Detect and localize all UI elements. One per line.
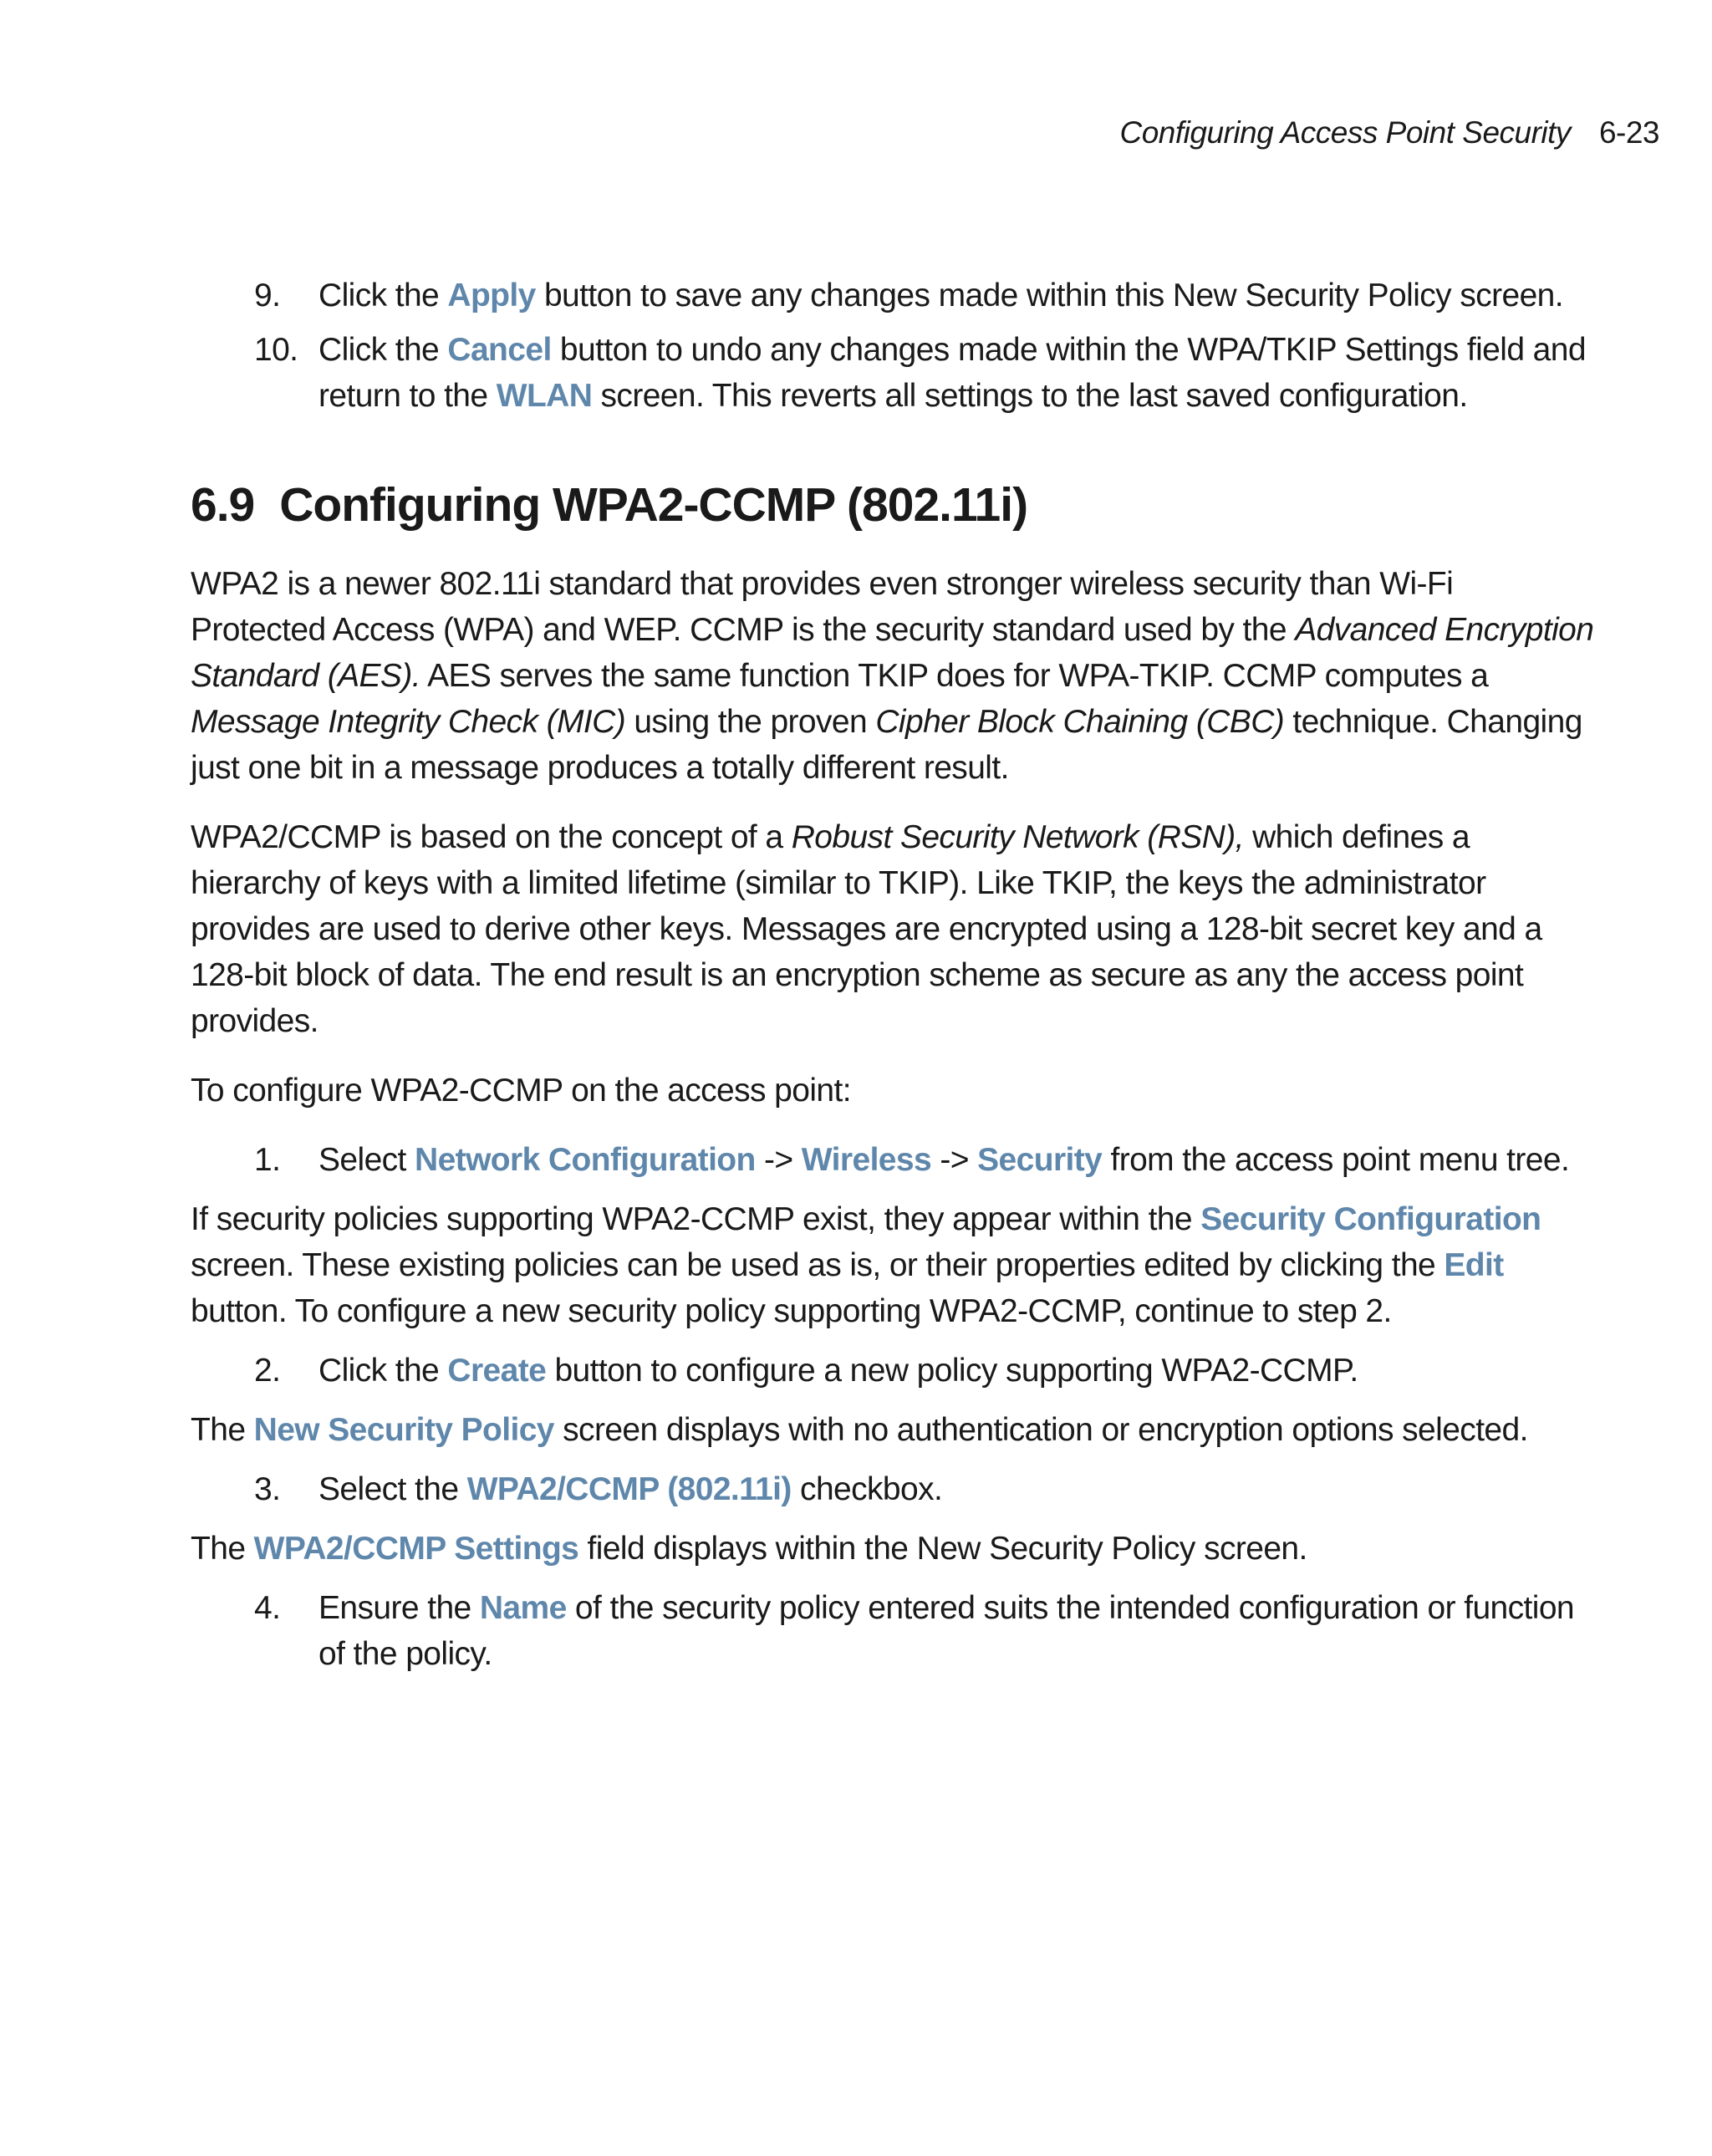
step-3-detail: The WPA2/CCMP Settings field displays within the New Security Policy screen. bbox=[191, 1531, 1307, 1567]
paragraph-wpa2-intro: WPA2 is a newer 802.11i standard that provides even stronger wireless security than Wi-Fi Protected Access (WPA) and WEP. CCMP is the security standard used by the Advanced Encryption Standard (AES). AES serves the same function TKIP does for WPA-TKIP. CCMP computes a Message Integrity Check (MIC) using the proven Cipher Block Chaining (CBC) technique. Changing just one bit in a message produces a totally different result. bbox=[191, 566, 1594, 786]
step-text: Click the Apply button to save any changes made within this New Security Policy screen. bbox=[318, 278, 1564, 313]
step-1 bbox=[254, 1137, 1595, 1183]
step-4 bbox=[254, 1585, 1595, 1677]
network-configuration-ui-ref: Network Configuration bbox=[415, 1142, 756, 1178]
step-number: 4. bbox=[254, 1590, 281, 1626]
edit-ui-ref: Edit bbox=[1444, 1247, 1504, 1283]
wireless-ui-ref: Wireless bbox=[801, 1142, 932, 1178]
new-security-policy-ui-ref: New Security Policy bbox=[253, 1412, 554, 1448]
page-content bbox=[191, 273, 1595, 1677]
step-9 bbox=[254, 273, 1595, 319]
step-text: Click the Cancel button to undo any changes made within the WPA/TKIP Settings field and return to the WLAN screen. This reverts all settings to the last saved configuration. bbox=[318, 332, 1586, 414]
section-heading bbox=[191, 476, 1595, 534]
procedure-intro: To configure WPA2-CCMP on the access point: bbox=[191, 1073, 851, 1109]
apply-ui-ref: Apply bbox=[447, 278, 536, 313]
step-10 bbox=[254, 327, 1595, 419]
cancel-ui-ref: Cancel bbox=[447, 332, 552, 368]
wpa2-ccmp-settings-ui-ref: WPA2/CCMP Settings bbox=[253, 1531, 579, 1567]
section-number: 6.9 bbox=[191, 478, 255, 532]
step-text: Ensure the Name of the security policy entered suits the intended configuration or function of the policy. bbox=[318, 1590, 1575, 1672]
wpa2-ccmp-checkbox-ui-ref: WPA2/CCMP (802.11i) bbox=[466, 1471, 792, 1507]
security-ui-ref: Security bbox=[977, 1142, 1103, 1178]
step-2-detail: The New Security Policy screen displays with no authentication or encryption options selected. bbox=[191, 1412, 1528, 1448]
page-header bbox=[1119, 115, 1659, 150]
name-ui-ref: Name bbox=[479, 1590, 567, 1626]
step-number: 2. bbox=[254, 1353, 281, 1389]
page-number: 6-23 bbox=[1598, 115, 1659, 150]
step-3 bbox=[254, 1466, 1595, 1512]
step-1-detail: If security policies supporting WPA2-CCMP exist, they appear within the Security Configuration screen. These existing policies can be used as is, or their properties edited by clicking the Edit button. To configure a new security policy supporting WPA2-CCMP, continue to step 2. bbox=[191, 1201, 1541, 1329]
paragraph-rsn: WPA2/CCMP is based on the concept of a Robust Security Network (RSN), which defines a hierarchy of keys with a limited lifetime (similar to TKIP). Like TKIP, the keys the administrator provides are used to derive other keys. Messages are encrypted using a 128-bit secret key and a 128-bit block of data. The end result is an encryption scheme as secure as any the access point provides. bbox=[191, 819, 1542, 1039]
step-number: 1. bbox=[254, 1142, 281, 1178]
create-ui-ref: Create bbox=[447, 1353, 547, 1389]
step-number: 3. bbox=[254, 1471, 281, 1507]
step-2 bbox=[254, 1348, 1595, 1394]
running-title: Configuring Access Point Security bbox=[1119, 115, 1571, 150]
step-number: 10. bbox=[254, 332, 298, 368]
step-text: Select Network Configuration -> Wireless -> Security from the access point menu tree. bbox=[318, 1142, 1570, 1178]
security-configuration-ui-ref: Security Configuration bbox=[1200, 1201, 1541, 1237]
step-text: Select the WPA2/CCMP (802.11i) checkbox. bbox=[318, 1471, 943, 1507]
section-title: Configuring WPA2-CCMP (802.11i) bbox=[279, 478, 1028, 532]
step-number: 9. bbox=[254, 278, 281, 313]
step-text: Click the Create button to configure a new policy supporting WPA2-CCMP. bbox=[318, 1353, 1358, 1389]
wlan-ui-ref: WLAN bbox=[496, 378, 593, 414]
